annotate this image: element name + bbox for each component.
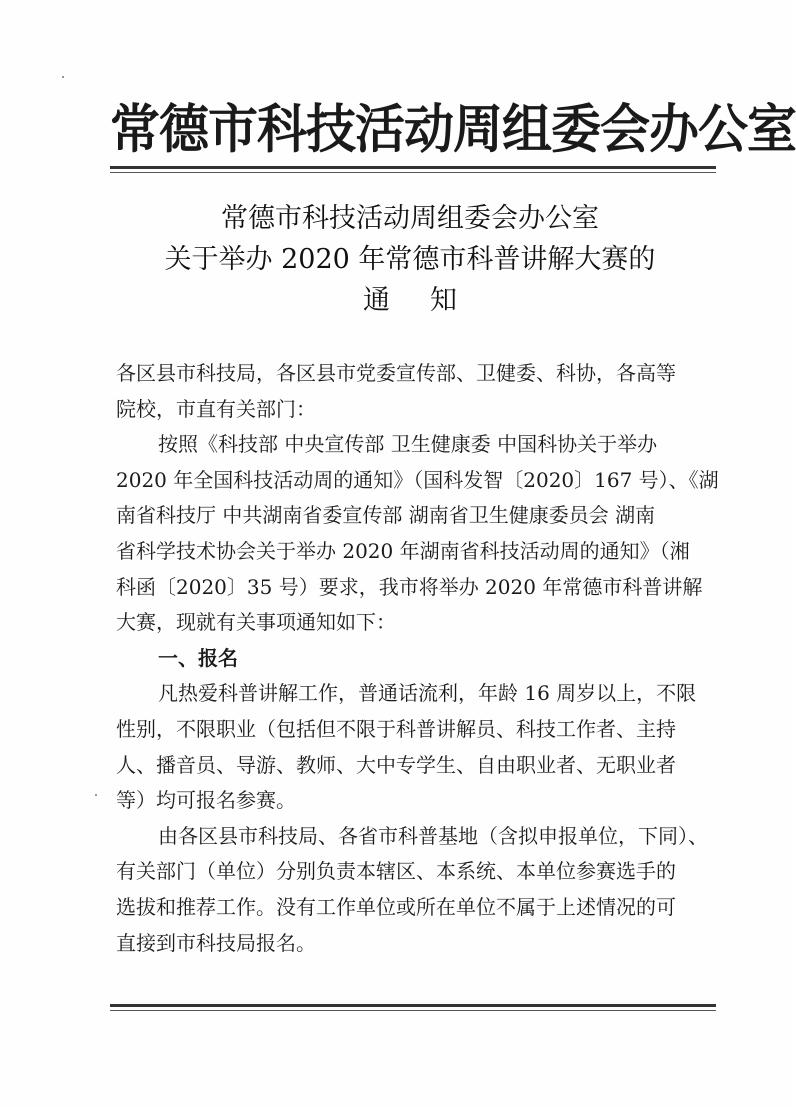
title-line-1: 常德市科技活动周组委会办公室 (221, 203, 599, 234)
footer-rule-thin (110, 1010, 716, 1011)
notice-body (116, 356, 719, 961)
title-line-3: 通知 (363, 285, 497, 316)
letterhead-rule-thin (110, 172, 716, 173)
paragraph-line: 省科学技术协会关于举办 2020 年湖南省科技活动周的通知》（湘 (116, 538, 690, 563)
paragraph-line: 人、播音员、导游、教师、大中专学生、自由职业者、无职业者 (116, 752, 676, 777)
paragraph-line: 科函〔2020〕35 号）要求，我市将举办 2020 年常德市科普讲解 (116, 574, 703, 599)
paragraph-line: 选拔和推荐工作。没有工作单位或所在单位不属于上述情况的可 (116, 894, 676, 919)
recipients-line-1: 各区县市科技局，各区县市党委宣传部、卫健委、科协，各高等 (116, 361, 676, 385)
footer-rule-thick (110, 1004, 716, 1007)
section-heading-registration: 一、报名 (158, 645, 238, 670)
paragraph-line: 大赛，现就有关事项通知如下： (116, 610, 396, 635)
paragraph-line: 2020 年全国科技活动周的通知》（国科发智〔2020〕167 号）、《湖 (116, 467, 719, 492)
paragraph-line: 由各区县市科技局、各省市科普基地（含拟申报单位，下同）、 (158, 823, 708, 848)
paragraph-line: 性别，不限职业（包括但不限于科普讲解员、科技工作者、主持 (116, 716, 676, 741)
recipients-line-2: 院校，市直有关部门： (116, 396, 316, 421)
paragraph-line: 凡热爱科普讲解工作，普通话流利，年龄 16 周岁以上，不限 (158, 681, 697, 706)
scan-speck (62, 76, 64, 78)
scan-speck (95, 794, 97, 796)
paragraph-line: 等）均可报名参赛。 (116, 788, 296, 813)
paragraph-line: 直接到市科技局报名。 (116, 930, 316, 955)
letterhead-rule-thick (110, 166, 716, 169)
notice-title (100, 198, 720, 321)
letterhead-title: 常德市科技活动周组委会办公室 (110, 97, 796, 160)
paragraph-line: 有关部门（单位）分别负责本辖区、本系统、本单位参赛选手的 (116, 859, 676, 884)
paragraph-line: 按照《科技部 中央宣传部 卫生健康委 中国科协关于举办 (158, 432, 658, 457)
paragraph-line: 南省科技厅 中共湖南省委宣传部 湖南省卫生健康委员会 湖南 (116, 503, 656, 528)
title-line-2: 关于举办 2020 年常德市科普讲解大赛的 (164, 244, 656, 275)
